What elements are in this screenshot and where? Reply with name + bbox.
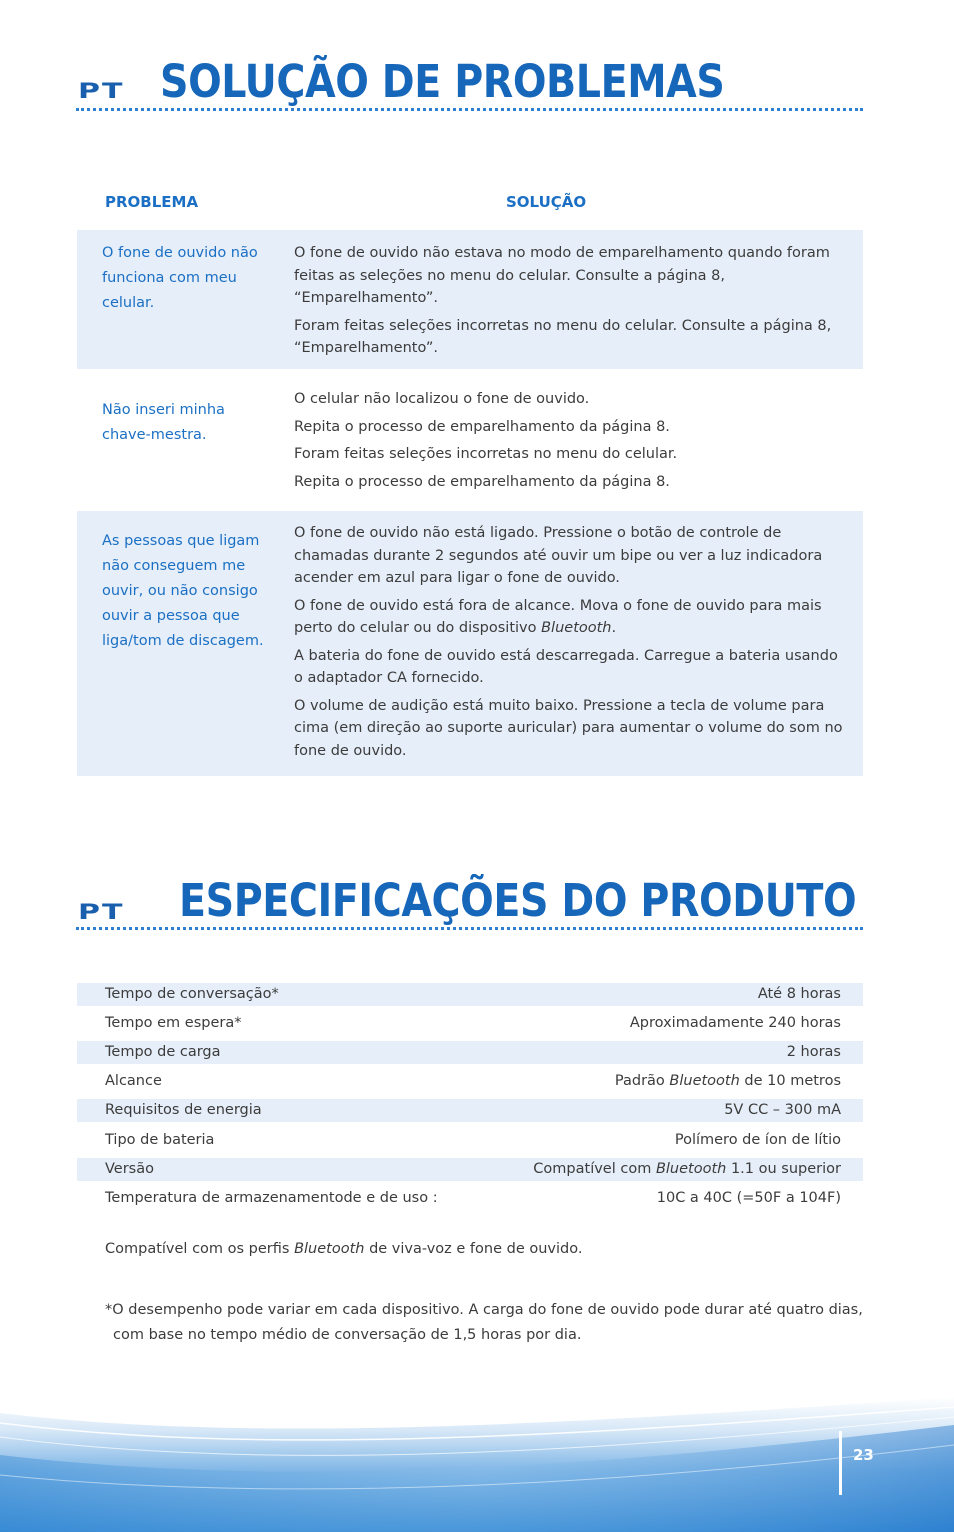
footnote [105, 1298, 863, 1348]
profile-note: Compatível com os perfis Bluetooth de viva-voz e fone de ouvido. [105, 1241, 583, 1257]
spec-value: 10C a 40C (=50F a 104F) [656, 1190, 841, 1206]
dotted-divider [76, 927, 863, 930]
solution-text: A bateria do fone de ouvido está descarregada. Carregue a bateria usando o adaptador CA fornecido. [294, 647, 838, 686]
spec-value: Até 8 horas [757, 986, 841, 1002]
spec-label: Alcance [105, 1073, 162, 1089]
spec-row [77, 1187, 863, 1210]
solution-text: Foram feitas seleções incorretas no menu do celular. Consulte a página 8, “Emparelhamento”. [294, 317, 832, 356]
spec-label: Tempo em espera* [105, 1015, 242, 1031]
solution-list [294, 242, 850, 365]
problem-text: O fone de ouvido não funciona com meu celular. [102, 245, 258, 311]
spec-label: Temperatura de armazenamentode e de uso : [105, 1190, 438, 1206]
language-tag: PT [78, 899, 125, 925]
spec-row [77, 1070, 863, 1093]
spec-label: Versão [105, 1161, 154, 1177]
section-title: SOLUÇÃO DE PROBLEMAS [160, 55, 725, 108]
page-number: 23 [853, 1446, 874, 1464]
solution-text: O fone de ouvido não está ligado. Pressione o botão de controle de chamadas durante 2 segundos até ouvir um bipe ou ver a luz indicadora acender em azul para ligar o fone de ouvido. [294, 525, 823, 586]
page-number-divider [839, 1431, 842, 1495]
solution-text: Repita o processo de emparelhamento da página 8. [294, 418, 670, 435]
spec-row [77, 1158, 863, 1181]
table-row [77, 369, 863, 511]
spec-value: Padrão Bluetooth de 10 metros [614, 1073, 841, 1089]
spec-label: Tipo de bateria [105, 1132, 215, 1148]
problem-text: Não inseri minha chave-mestra. [102, 402, 225, 443]
solution-text: O volume de audição está muito baixo. Pressione a tecla de volume para cima (em direção ao suporte auricular) para aumentar o volume do som no fone de ouvido. [294, 697, 843, 759]
specs-header [76, 873, 863, 933]
spec-value: 5V CC – 300 mA [724, 1102, 841, 1118]
spec-value: Compatível com Bluetooth 1.1 ou superior [533, 1161, 841, 1177]
table-row [77, 230, 863, 369]
footnote-line: com base no tempo médio de conversação de 1,5 horas por dia. [113, 1327, 582, 1343]
column-header-problem: PROBLEMA [105, 193, 199, 211]
solution-list [294, 522, 850, 767]
spec-label: Requisitos de energia [105, 1102, 262, 1118]
spec-label: Tempo de carga [105, 1044, 221, 1060]
table-row [77, 511, 863, 776]
spec-value: Polímero de íon de lítio [674, 1132, 841, 1148]
solution-text-bluetooth: O fone de ouvido está fora de alcance. Mova o fone de ouvido para mais perto do celular ou do dispositivo Bluetooth. [294, 597, 822, 636]
column-header-solution: SOLUÇÃO [506, 193, 587, 211]
dotted-divider [76, 108, 863, 111]
solution-text: O fone de ouvido não estava no modo de emparelhamento quando foram feitas as seleções no menu do celular. Consulte a página 8, “Emparelhamento”. [294, 245, 830, 306]
solution-text: Foram feitas seleções incorretas no menu do celular. [294, 446, 678, 462]
spec-row [77, 983, 863, 1006]
spec-row [77, 1129, 863, 1152]
spec-row [77, 1012, 863, 1035]
spec-value: Aproximadamente 240 horas [629, 1015, 841, 1031]
footer-wave-decoration [0, 1385, 954, 1532]
spec-label: Tempo de conversação* [105, 986, 279, 1002]
solution-text: O celular não localizou o fone de ouvido. [294, 391, 590, 407]
problem-text: As pessoas que ligam não conseguem me ouvir, ou não consigo ouvir a pessoa que liga/tom de discagem. [102, 533, 264, 649]
section-title: ESPECIFICAÇÕES DO PRODUTO [179, 874, 857, 927]
spec-value: 2 horas [786, 1044, 841, 1060]
solution-text: Repita o processo de emparelhamento da página 8. [294, 473, 670, 490]
spec-row [77, 1041, 863, 1064]
language-tag: PT [78, 78, 125, 104]
troubleshooting-header [76, 55, 863, 115]
footnote-line: *O desempenho pode variar em cada dispositivo. A carga do fone de ouvido pode durar até quatro dias, [105, 1302, 863, 1318]
solution-list [294, 388, 850, 498]
spec-row [77, 1099, 863, 1122]
